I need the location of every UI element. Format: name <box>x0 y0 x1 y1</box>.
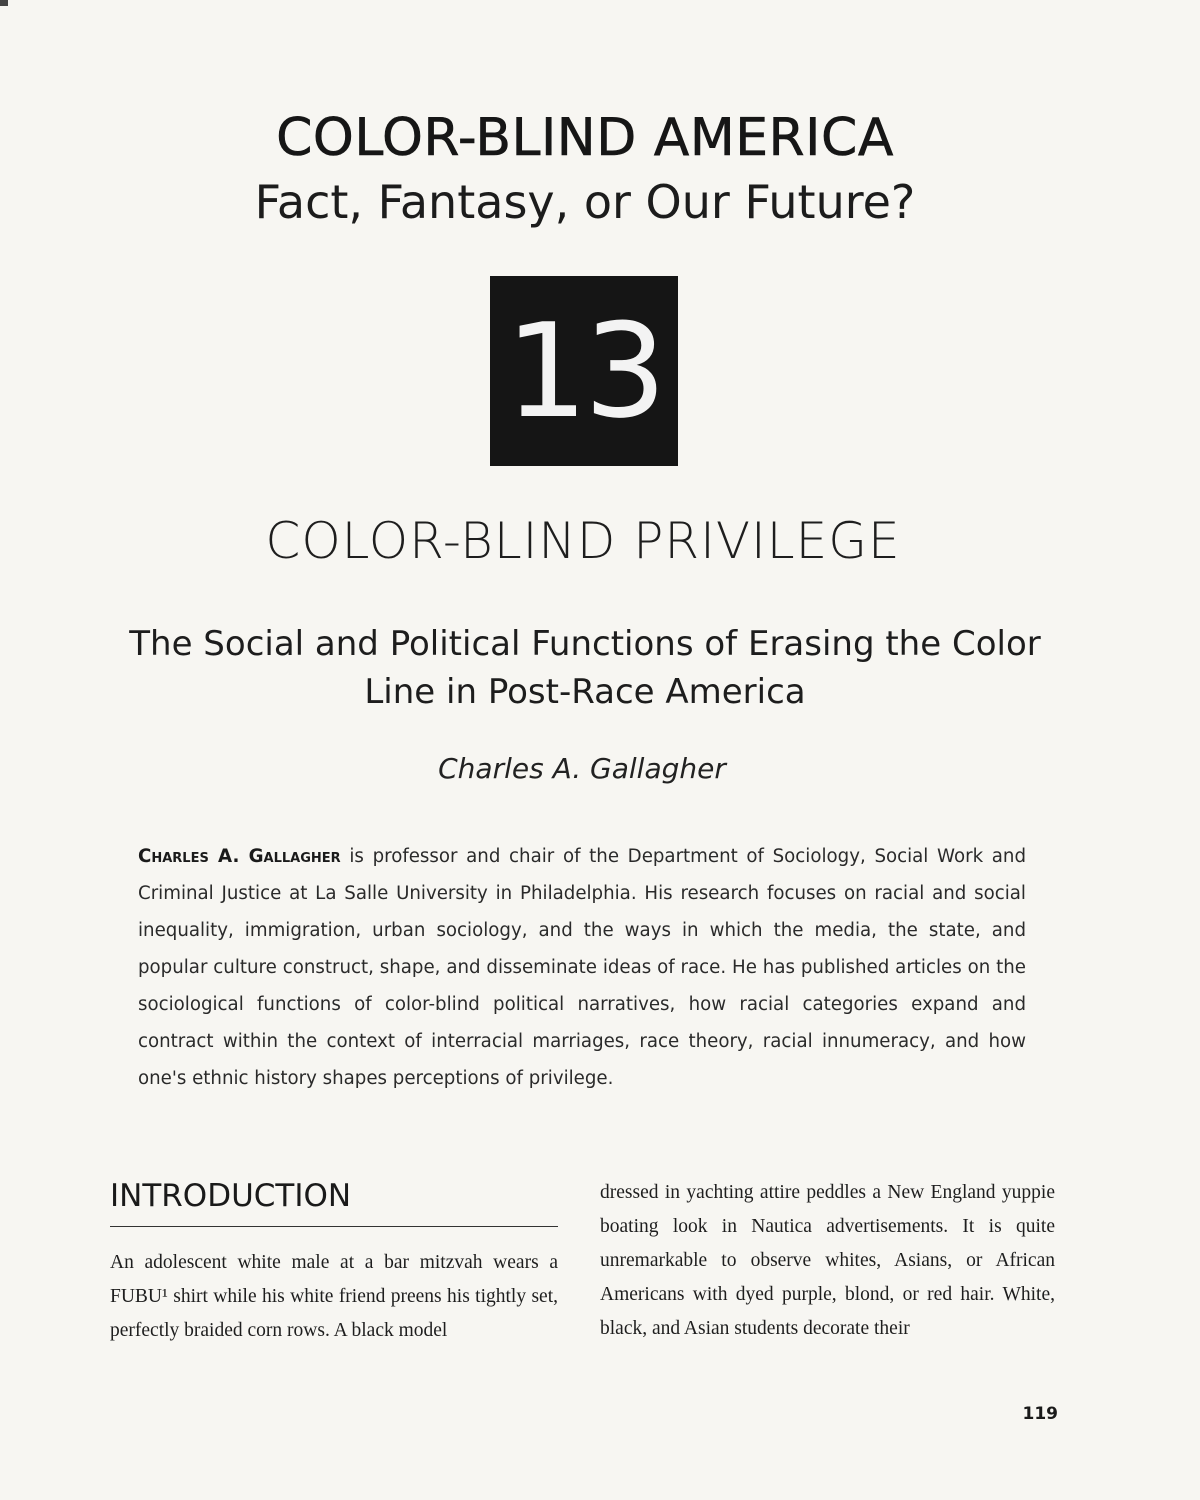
bio-author-name: Charles A. Gallagher <box>138 846 341 867</box>
part-header <box>0 108 1170 230</box>
part-title: COLOR-BLIND AMERICA <box>276 108 894 168</box>
intro-right-column: dressed in yachting attire peddles a New England yuppie boating look in Nautica advertisements. It is quite unremarkable to observe whites, Asians, or African Americans with dyed purple, blond, or red hair. White, black, and Asian students decorate their <box>600 1182 1055 1339</box>
chapter-title: COLOR-BLIND PRIVILEGE <box>265 512 901 570</box>
author-bio <box>138 838 1026 1097</box>
chapter-subtitle <box>0 620 1170 716</box>
part-subtitle: Fact, Fantasy, or Our Future? <box>254 175 916 229</box>
chapter-number-box <box>490 276 678 466</box>
chapter-author: Charles A. Gallagher <box>438 752 726 785</box>
chapter-number: 13 <box>505 295 663 447</box>
introduction-heading: INTRODUCTION <box>110 1178 558 1227</box>
chapter-subtitle-text: The Social and Political Functions of Erasing the Color Line in Post-Race America <box>129 624 1041 712</box>
bio-text: is professor and chair of the Department of Sociology, Social Work and Criminal Justice at La Salle University in Philadelphia. His research focuses on racial and social inequality, immigration, urban sociology, and the ways in which the media, the state, and popular culture construct, shape, and disseminate ideas of race. He has published articles on the sociological functions of color-blind political narratives, how racial categories expand and contract within the context of interracial marriages, race theory, racial innumeracy, and how one's ethnic history shapes perceptions of privilege. <box>138 846 1026 1089</box>
page-number: 119 <box>1022 1404 1058 1424</box>
intro-left-column: An adolescent white male at a bar mitzvah wears a FUBU¹ shirt while his white friend preens his tightly set, perfectly braided corn rows. A black model <box>110 1252 558 1341</box>
scan-artifact <box>0 0 8 6</box>
